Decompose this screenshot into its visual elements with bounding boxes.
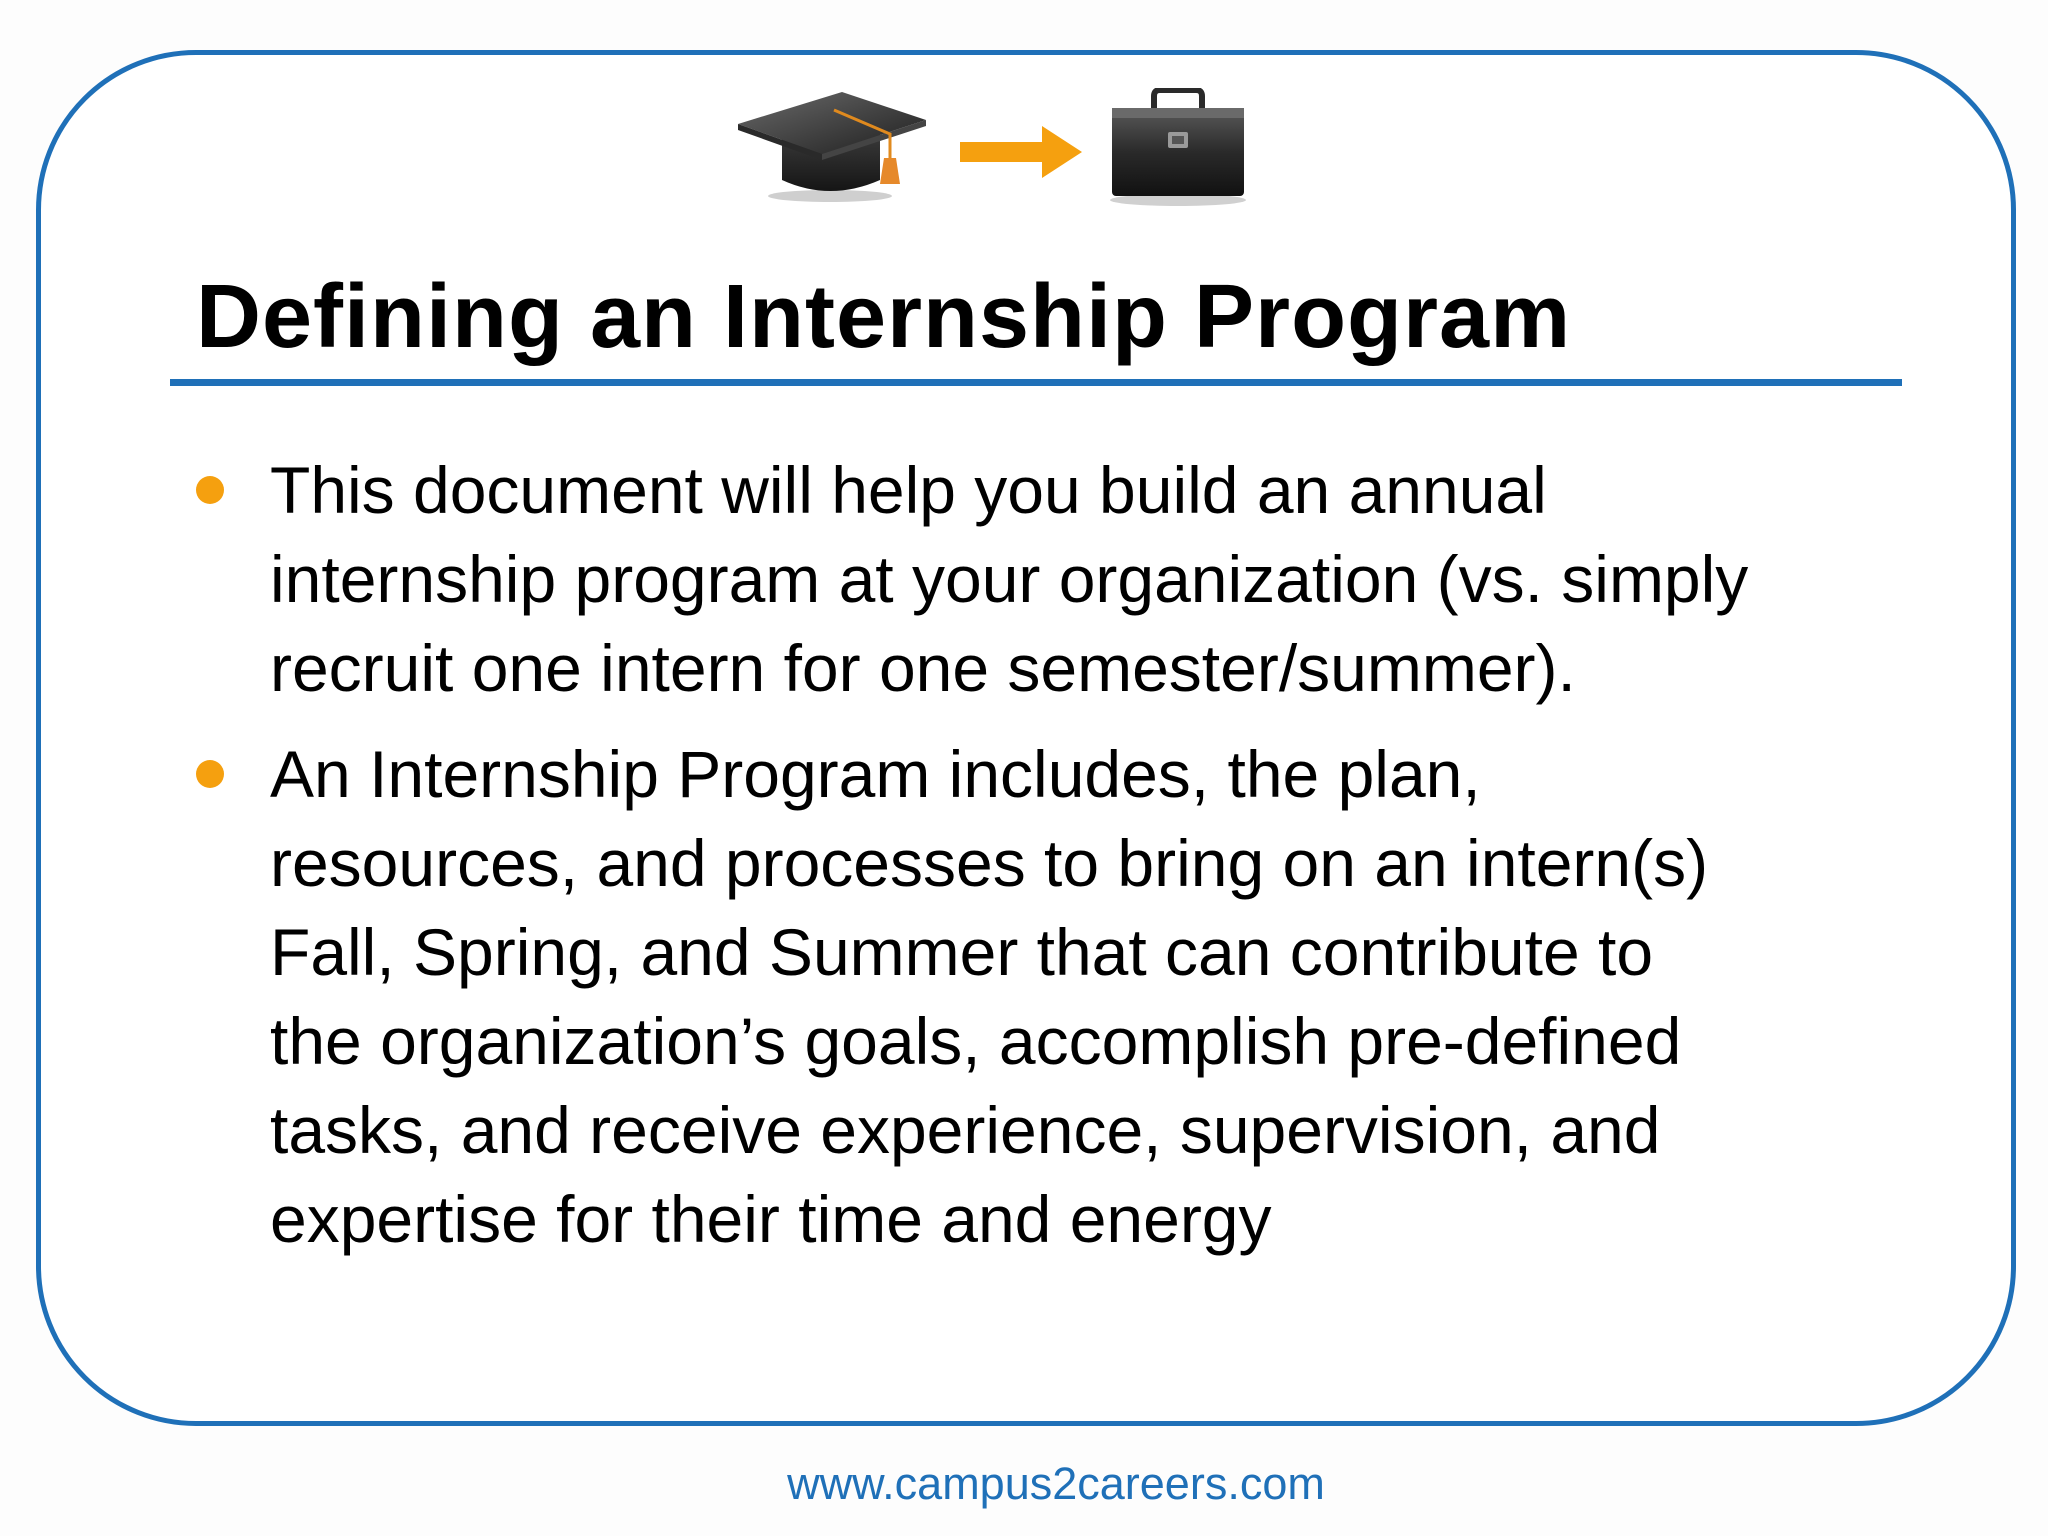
bullet-line: Fall, Spring, and Summer that can contribute to bbox=[270, 915, 1654, 989]
bullet-line: the organization’s goals, accomplish pre-defined bbox=[270, 1004, 1682, 1078]
bullet-line: internship program at your organization (vs. simply bbox=[270, 542, 1749, 616]
title-underline bbox=[170, 379, 1902, 386]
bullet-line: recruit one intern for one semester/summer). bbox=[270, 631, 1576, 705]
bullet-dot-icon bbox=[196, 760, 224, 788]
header-icons bbox=[730, 84, 1250, 214]
bullet-item bbox=[0, 446, 2048, 713]
footer-url-link[interactable]: www.campus2careers.com bbox=[787, 1458, 1325, 1509]
bullet-line: tasks, and receive experience, supervision, and bbox=[270, 1093, 1661, 1167]
bullet-list bbox=[0, 446, 2048, 1281]
bullet-line: This document will help you build an annual bbox=[270, 453, 1547, 527]
slide-title: Defining an Internship Program bbox=[196, 267, 1572, 367]
bullet-line: resources, and processes to bring on an intern(s) bbox=[270, 826, 1709, 900]
bullet-dot-icon bbox=[196, 476, 224, 504]
briefcase-icon bbox=[1108, 88, 1248, 208]
graduation-cap-icon bbox=[730, 84, 930, 204]
arrow-right-icon bbox=[960, 122, 1090, 182]
bullet-line: expertise for their time and energy bbox=[270, 1182, 1272, 1256]
bullet-line: An Internship Program includes, the plan, bbox=[270, 737, 1481, 811]
bullet-item bbox=[0, 730, 2048, 1264]
